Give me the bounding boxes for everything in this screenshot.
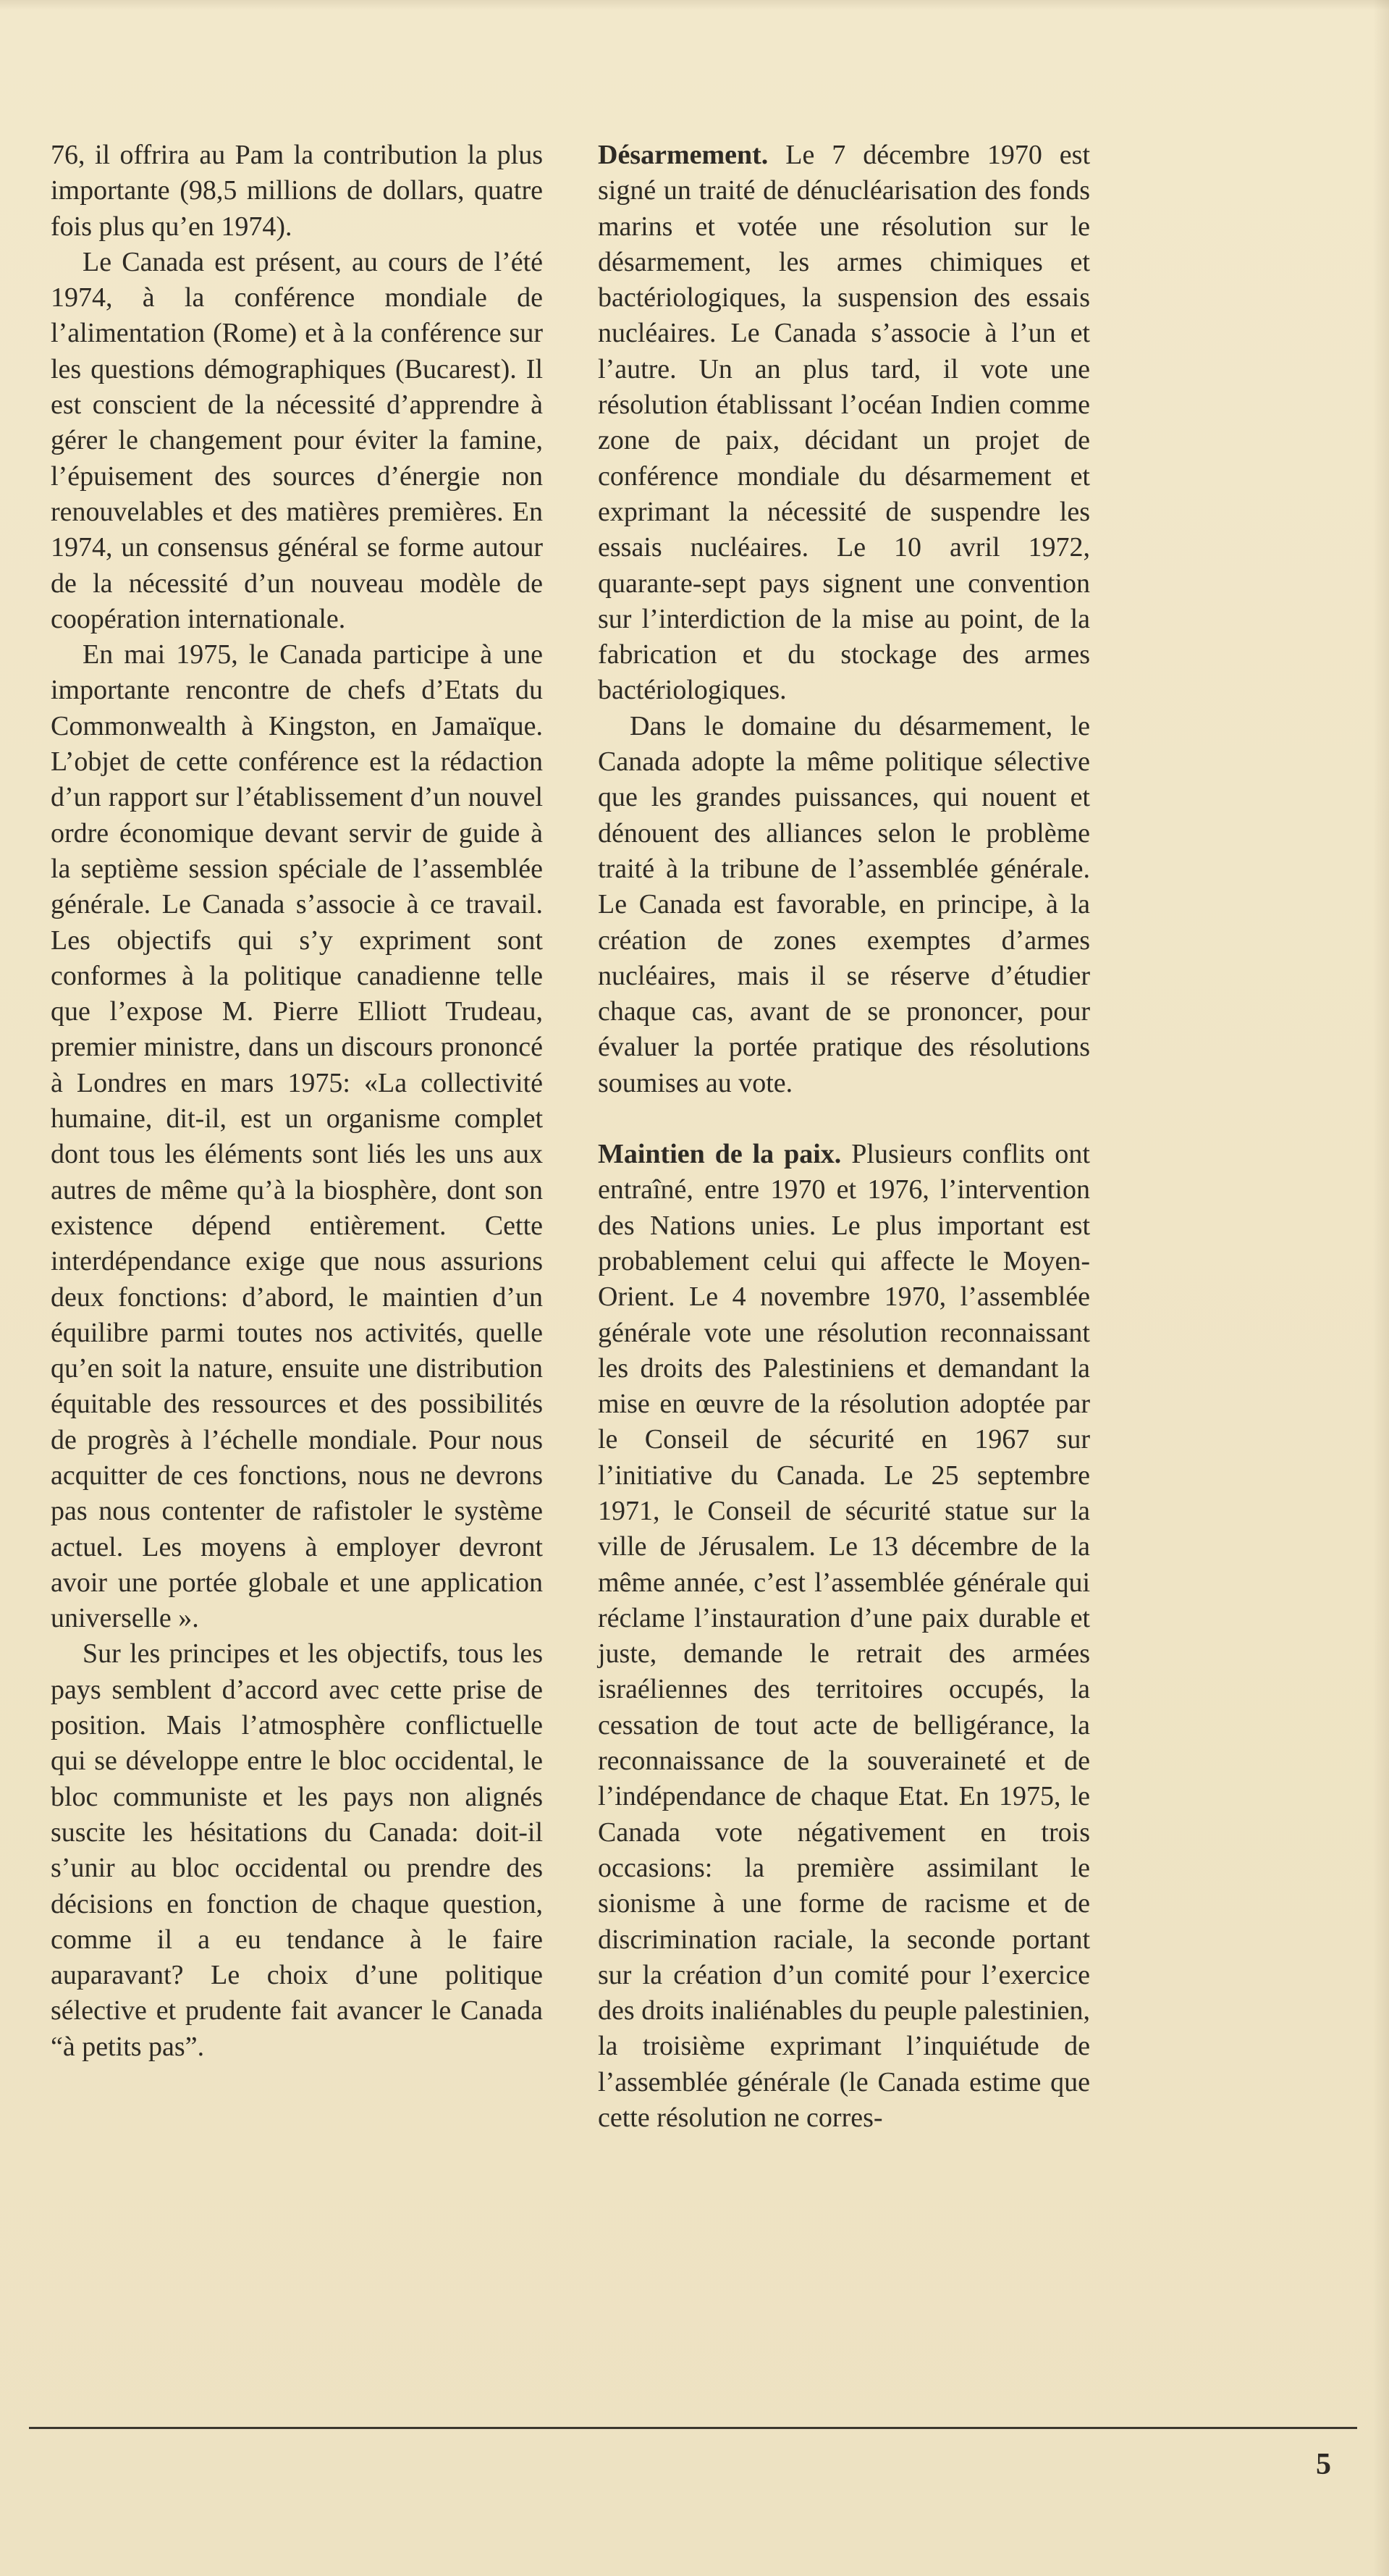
paragraph: Dans le domaine du désarmement, le Canada adopte la même politique sélective que les grandes puissances, qui nouent et dénouent des alliances selon le problème traité à la tribune de l’assemblée générale. Le Canada est favorable, en principe, à la création de zones exemptes d’armes nucléaires, mais il se réserve d’étudier chaque cas, avant de se prononcer, pour évaluer la portée pratique des résolutions soumises au vote. (598, 710, 1090, 1098)
paragraph: 76, il offrira au Pam la contribution la plus importante (98,5 millions de dollars, quatre fois plus qu’en 1974). (51, 140, 543, 242)
section-heading: Maintien de la paix. (598, 1139, 842, 1170)
paragraph-text: Plusieurs conflits ont entraîné, entre 1970 et 1976, l’intervention des Nations unies. Le plus important est probablement celui qui affecte le Moyen-Orient. Le 4 novembre 1970, l’assemblée générale vote une résolution reconnaissant les droits des Palestiniens et demandant la mise en œuvre de la résolution adoptée par le Conseil de sécurité en 1967 sur l’initiative du Canada. Le 25 septembre 1971, le Conseil de sécurité statue sur la ville de Jérusalem. Le 13 décembre de la même année, c’est l’assemblée générale qui réclame l’instauration d’une paix durable et juste, demande le retrait des armées israéliennes des territoires occupés, la cessation de tout acte de belligérance, la reconnaissance de la souveraineté et de l’indépendance de chaque Etat. En 1975, le Canada vote négativement en trois occasions: la première assimilant le sionisme à une forme de racisme et de discrimination raciale, la seconde portant sur la création d’un comité pour l’exercice des droits inaliénables du peuple palestinien, la troisième exprimant l’inquiétude de l’assemblée générale (le Canada estime que cette résolution ne corres- (598, 1139, 1090, 2134)
paragraph: En mai 1975, le Canada participe à une importante rencontre de chefs d’Etats du Commonwealth à Kingston, en Jamaïque. L’objet de cette conférence est la rédaction d’un rapport sur l’établissement d’un nouvel ordre économique devant servir de guide à la septième session spéciale de l’assemblée générale. Le Canada s’associe à ce travail. Les objectifs qui s’y expriment sont conformes à la politique canadienne telle que l’expose M. Pierre Elliott Trudeau, premier ministre, dans un discours prononcé à Londres en mars 1975: «La collectivité humaine, dit-il, est un organisme complet dont tous les éléments sont liés les uns aux autres de même qu’à la biosphère, dont son existence dépend entièrement. Cette interdépendance exige que nous assurions deux fonctions: d’abord, le maintien d’un équilibre parmi toutes nos activités, quelle qu’en soit la nature, ensuite une distribution équitable des ressources et des possibilités de progrès à l’échelle mondiale. Pour nous acquitter de ces fonctions, nous ne devrons pas nous contenter de rafistoler le système actuel. Les moyens à employer devront avoir une portée globale et une application universelle ». (51, 639, 543, 1634)
left-column (51, 138, 543, 2065)
section-heading: Désarmement. (598, 140, 769, 170)
footer-rule (29, 2427, 1357, 2429)
section-paragraph (598, 1137, 1090, 2136)
paragraph-text: Le 7 décembre 1970 est signé un traité de dénucléarisation des fonds marins et votée une résolution sur le désarmement, les armes chimiques et bactériologiques, la suspension des essais nucléaires. Le Canada s’associe à l’un et l’autre. Un an plus tard, il vote une résolution établissant l’océan Indien comme zone de paix, décidant un projet de conférence mondiale du désarmement et exprimant la nécessité de suspendre les essais nucléaires. Le 10 avril 1972, quarante-sept pays signent une convention sur l’interdiction de la mise au point, de la fabrication et du stockage des armes bactériologiques. (598, 140, 1091, 706)
scan-top-shadow (0, 0, 1389, 10)
page-number: 5 (1316, 2448, 1331, 2481)
scan-edge-shadow (1373, 0, 1389, 2576)
paragraph: Le Canada est présent, au cours de l’été 1974, à la conférence mondiale de l’alimentation (Rome) et à la conférence sur les questions démographiques (Bucarest). Il est conscient de la nécessité d’apprendre à gérer le changement pour éviter la famine, l’épuisement des sources d’énergie non renouvelables et des matières premières. En 1974, un consensus général se forme autour de la nécessité d’un nouveau modèle de coopération internationale. (51, 246, 543, 634)
section-paragraph (598, 138, 1090, 709)
right-column (598, 138, 1090, 2136)
paragraph: Sur les principes et les objectifs, tous les pays semblent d’accord avec cette prise de position. Mais l’atmosphère conflictuelle qui se développe entre le bloc occidental, le bloc communiste et les pays non alignés suscite les hésitations du Canada: doit-il s’unir au bloc occidental ou prendre des décisions en fonction de chaque question, comme il a eu tendance à le faire auparavant? Le choix d’une politique sélective et prudente fait avancer le Canada “à petits pas”. (51, 1638, 543, 2062)
